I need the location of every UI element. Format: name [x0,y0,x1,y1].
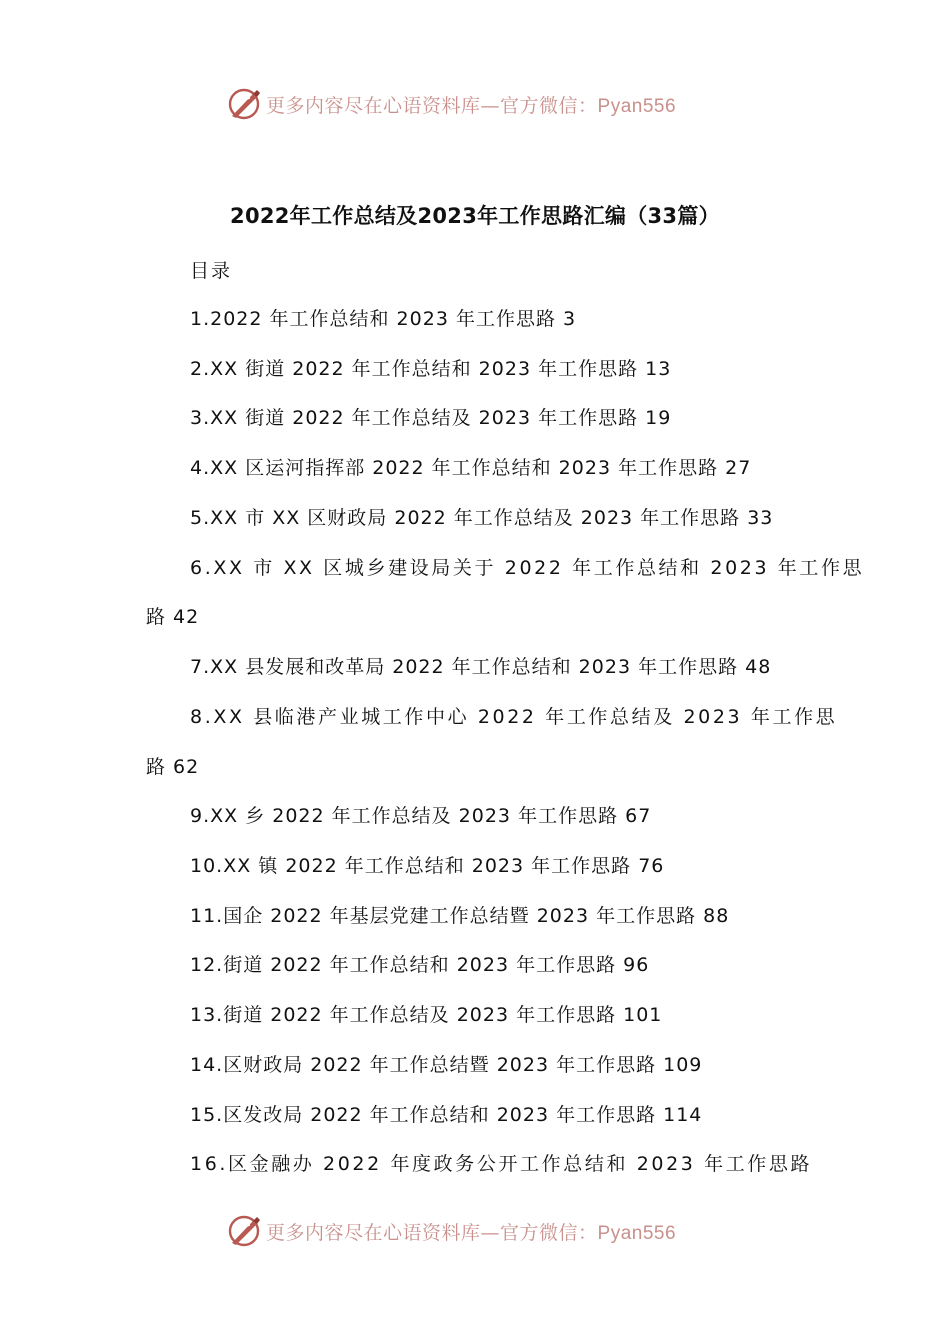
document-title: 2022年工作总结及2023年工作思路汇编（33篇） [230,204,720,228]
toc-entry-8-continued: 路 62 [146,756,200,778]
watermark-banner-bottom [226,1211,676,1251]
toc-entry-2: 2.XX 街道 2022 年工作总结和 2023 年工作思路 13 [190,358,672,380]
toc-entry-12: 12.街道 2022 年工作总结和 2023 年工作思路 96 [190,954,650,976]
toc-entry-14: 14.区财政局 2022 年工作总结暨 2023 年工作思路 109 [190,1054,703,1076]
toc-entry-4: 4.XX 区运河指挥部 2022 年工作总结和 2023 年工作思路 27 [190,457,752,479]
toc-entry-8: 8.XX 县临港产业城工作中心 2022 年工作总结及 2023 年工作思 [190,706,838,728]
toc-entry-7: 7.XX 县发展和改革局 2022 年工作总结和 2023 年工作思路 48 [190,656,772,678]
toc-entry-10: 10.XX 镇 2022 年工作总结和 2023 年工作思路 76 [190,855,665,877]
toc-entry-3: 3.XX 街道 2022 年工作总结及 2023 年工作思路 19 [190,407,672,429]
toc-entry-16: 16.区金融办 2022 年度政务公开工作总结和 2023 年工作思路 [190,1153,813,1175]
toc-entry-9: 9.XX 乡 2022 年工作总结及 2023 年工作思路 67 [190,805,652,827]
watermark-text: 更多内容尽在心语资料库—官方微信：Pyan556 [266,94,677,117]
toc-entry-5: 5.XX 市 XX 区财政局 2022 年工作总结及 2023 年工作思路 33 [190,507,774,529]
toc-entry-11: 11.国企 2022 年基层党建工作总结暨 2023 年工作思路 88 [190,905,730,927]
toc-entry-13: 13.街道 2022 年工作总结及 2023 年工作思路 101 [190,1004,663,1026]
toc-heading: 目录 [190,260,233,282]
toc-entry-15: 15.区发改局 2022 年工作总结和 2023 年工作思路 114 [190,1104,703,1126]
pen-logo-icon [226,86,262,122]
watermark-text: 更多内容尽在心语资料库—官方微信：Pyan556 [266,1221,677,1244]
watermark-banner-top [226,84,676,124]
toc-entry-1: 1.2022 年工作总结和 2023 年工作思路 3 [190,308,577,330]
toc-entry-6: 6.XX 市 XX 区城乡建设局关于 2022 年工作总结和 2023 年工作思 [190,557,865,579]
toc-entry-6-continued: 路 42 [146,606,200,628]
pen-logo-icon [226,1213,262,1249]
